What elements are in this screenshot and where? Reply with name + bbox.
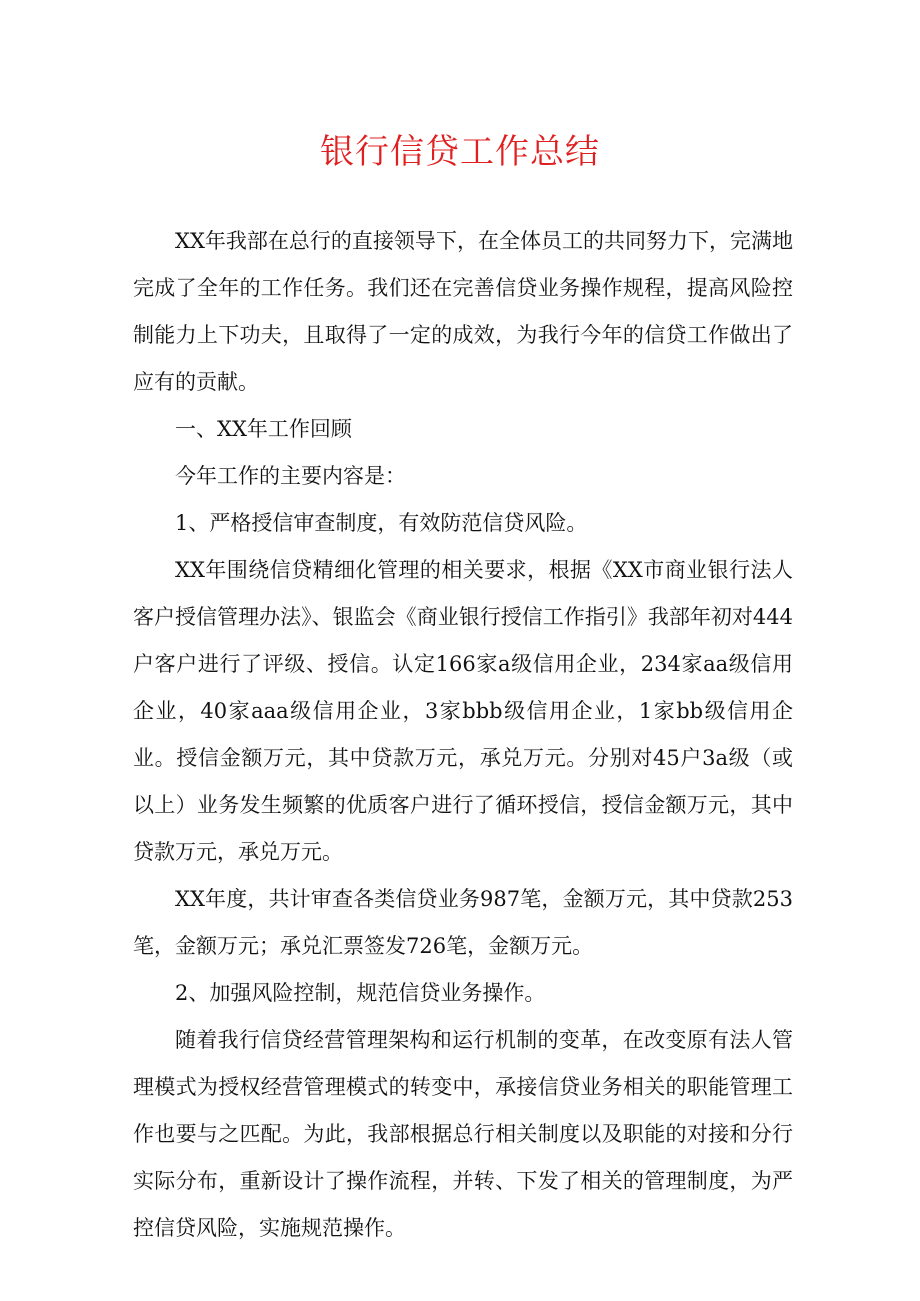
credit-rating-paragraph: XX年围绕信贷精细化管理的相关要求，根据《XX市商业银行法人客户授信管理办法》、银监会《商业银行授信工作指引》我部年初对444户客户进行了评级、授信。认定166家a级信用企业，234家aa级信用企业，40家aaa级信用企业，3家bbb级信用企业，1家bb级信用企业。授信金额万元，其中贷款万元，承兑万元。分别对45户3a级（或以上）业务发生频繁的优质客户进行了循环授信，授信金额万元，其中贷款万元，承兑万元。	[133, 558, 793, 864]
item-heading-1: 1、严格授信审查制度，有效防范信贷风险。	[175, 511, 588, 535]
main-content-intro: 今年工作的主要内容是：	[175, 464, 406, 488]
section-heading-review: 一、XX年工作回顾	[175, 417, 352, 441]
document-body	[133, 218, 793, 1252]
document-title: 银行信贷工作总结	[320, 132, 600, 172]
annual-review-paragraph: XX年度，共计审查各类信贷业务987笔，金额万元，其中贷款253笔，金额万元；承兑汇票签发726笔，金额万元。	[133, 887, 793, 958]
intro-paragraph: XX年我部在总行的直接领导下，在全体员工的共同努力下，完满地完成了全年的工作任务。我们还在完善信贷业务操作规程，提高风险控制能力上下功夫，且取得了一定的成效，为我行今年的信贷工作做出了应有的贡献。	[133, 229, 793, 394]
risk-control-paragraph: 随着我行信贷经营管理架构和运行机制的变革，在改变原有法人管理模式为授权经营管理模式的转变中，承接信贷业务相关的职能管理工作也要与之匹配。为此，我部根据总行相关制度以及职能的对接和分行实际分布，重新设计了操作流程，并转、下发了相关的管理制度，为严控信贷风险，实施规范操作。	[133, 1028, 793, 1240]
item-heading-2: 2、加强风险控制，规范信贷业务操作。	[175, 981, 546, 1005]
